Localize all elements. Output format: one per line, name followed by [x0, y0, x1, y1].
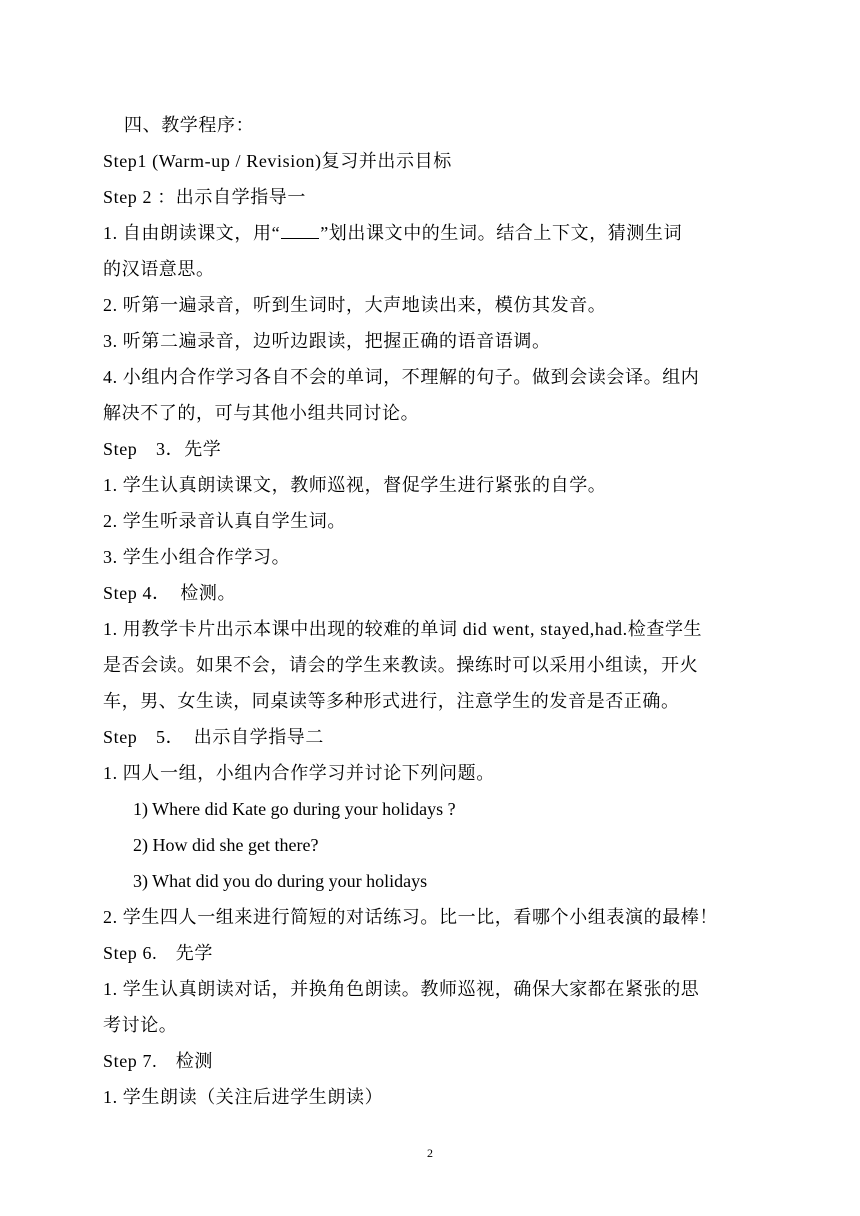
step-7-heading: Step 7. 检测 — [103, 1051, 214, 1071]
step-2-item-4: 4. 小组内合作学习各自不会的单词，不理解的句子。做到会读会译。组内 — [103, 367, 700, 387]
step-2-item-3: 3. 听第二遍录音，边听边跟读，把握正确的语音语调。 — [103, 331, 551, 351]
step-3-item-3: 3. 学生小组合作学习。 — [103, 547, 291, 567]
step-2-item-4-continued: 解决不了的，可与其他小组共同讨论。 — [103, 403, 420, 423]
step-2-item-1-continued: 的汉语意思。 — [103, 259, 215, 279]
step-6-heading: Step 6. 先学 — [103, 943, 214, 963]
step-4-item-1-continued-1: 是否会读。如果不会，请会的学生来教读。操练时可以采用小组读，开火 — [103, 655, 699, 675]
step-7-item-1: 1. 学生朗读（关注后进学生朗读） — [103, 1087, 384, 1107]
step-4-item-1-continued-2: 车，男、女生读，同桌读等多种形式进行，注意学生的发音是否正确。 — [103, 691, 680, 711]
question-1: 1) Where did Kate go during your holidays ? — [133, 799, 456, 819]
step-6-item-1-continued: 考讨论。 — [103, 1015, 178, 1035]
step-2-item-1-part-b: ”划出课文中的生词。结合上下文，猜测生词 — [320, 223, 683, 243]
page-number: 2 — [427, 1146, 433, 1160]
step-3-item-2: 2. 学生听录音认真自学生词。 — [103, 511, 346, 531]
step-4-item-1: 1. 用教学卡片出示本课中出现的较难的单词 did went, stayed,had.检查学生 — [103, 619, 703, 639]
step-6-item-1: 1. 学生认真朗读对话，并换角色朗读。教师巡视，确保大家都在紧张的思 — [103, 979, 700, 999]
step-3-heading: Step 3．先学 — [103, 439, 222, 459]
step-1-heading: Step1 (Warm-up / Revision)复习并出示目标 — [103, 151, 452, 171]
blank-underline — [281, 222, 319, 239]
step-5-item-2: 2. 学生四人一组来进行简短的对话练习。比一比，看哪个小组表演的最棒！ — [103, 907, 718, 927]
question-2: 2) How did she get there? — [133, 835, 319, 855]
step-2-item-2: 2. 听第一遍录音，听到生词时，大声地读出来，模仿其发音。 — [103, 295, 607, 315]
question-3: 3) What did you do during your holidays — [133, 871, 428, 891]
step-2-item-1 — [103, 221, 763, 245]
section-heading: 四、教学程序： — [124, 115, 255, 135]
step-5-heading: Step 5． 出示自学指导二 — [103, 727, 324, 747]
step-3-item-1: 1. 学生认真朗读课文，教师巡视，督促学生进行紧张的自学。 — [103, 475, 607, 495]
step-2-item-1-part-a: 1. 自由朗读课文，用“ — [103, 223, 281, 243]
step-5-item-1: 1. 四人一组，小组内合作学习并讨论下列问题。 — [103, 763, 495, 783]
step-2-heading: Step 2 ：出示自学指导一 — [103, 187, 306, 207]
step-4-heading: Step 4． 检测。 — [103, 583, 237, 603]
